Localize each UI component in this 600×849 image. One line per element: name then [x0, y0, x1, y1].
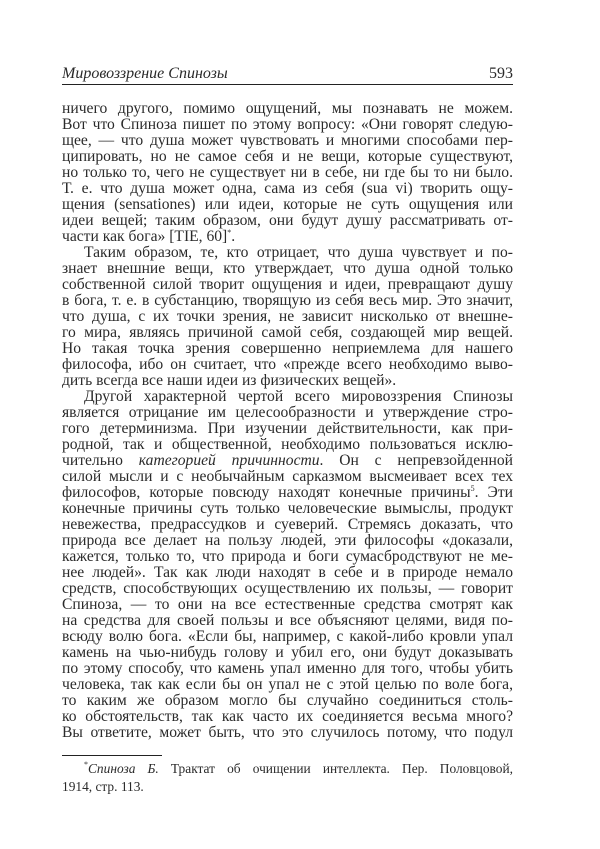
- text-line: [62, 101, 513, 117]
- text-line: [62, 469, 513, 485]
- text-span: человека, так как если бы он упал не с этой целью по воле бога,: [62, 676, 513, 693]
- text-line: [62, 709, 513, 725]
- text-span: камень на чью-нибудь голову и убил его, они будут доказывать: [62, 644, 513, 661]
- page-number: 593: [489, 65, 513, 82]
- text-line: [62, 133, 513, 149]
- text-line: [62, 453, 513, 469]
- footnote-line: [62, 778, 513, 796]
- text-line: [62, 485, 513, 501]
- text-span: .: [231, 228, 236, 245]
- text-span: части как бога» [TIE, 60]: [62, 228, 228, 245]
- text-line: [62, 341, 513, 357]
- text-span: Спиноза, — то они на все естественные средства смотрят как: [62, 596, 513, 613]
- italic-text: Спиноза Б.: [88, 761, 159, 776]
- text-span: чительно: [62, 452, 139, 469]
- running-title: Мировоззрение Спинозы: [62, 65, 228, 82]
- text-span: природа все делает на пользу людей, эти философы «доказали,: [62, 532, 513, 549]
- text-span: Вот что Спиноза пишет по этому вопросу: «Они говорят следую-: [62, 116, 513, 133]
- text-line: [62, 357, 513, 373]
- text-span: Другой характерной чертой всего мировоззрения Спинозы: [84, 388, 513, 405]
- text-span: ничего другого, помимо ощущений, мы познавать не можем.: [62, 100, 513, 117]
- text-span: нее людей». Так как люди находят в себе и в природе немало: [62, 564, 513, 581]
- text-span: в бога, т. е. в субстанцию, творящую из себя весь мир. Это значит,: [62, 292, 513, 309]
- text-span: философа, ибо он считает, что «прежде всего необходимо выво-: [62, 356, 513, 373]
- text-span: щения (sensationes) или идеи, которые не суть ощущения или: [62, 196, 513, 213]
- footnote: [62, 760, 513, 796]
- text-span: средств, способствующих осуществлению их пользы, — говорит: [62, 580, 513, 597]
- text-line: [62, 613, 513, 629]
- text-line: [62, 309, 513, 325]
- body-text: [62, 101, 513, 741]
- text-line: [62, 549, 513, 565]
- text-span: конечные причины суть только человеческие вымыслы, продукт: [62, 500, 513, 517]
- text-span: что душа, с их точки зрения, не зависит нисколько от внешне-: [62, 308, 513, 325]
- text-span: щее, — что душа может чувствовать и многими способами пер-: [62, 132, 513, 149]
- text-line: [62, 149, 513, 165]
- text-span: ко обстоятельств, так как часто их соединяется весьма много?: [62, 708, 513, 725]
- text-line: [62, 325, 513, 341]
- text-span: ципировать, но не самое себя и не вещи, которые существуют,: [62, 148, 513, 165]
- text-line: [62, 581, 513, 597]
- text-span: идеи вещей; таким образом, они будут душу рассматривать от-: [62, 212, 513, 229]
- text-line: [62, 245, 513, 261]
- text-line: [62, 117, 513, 133]
- italic-text: категорией причинности: [138, 452, 320, 469]
- text-span: невежества, предрассудков и суеверий. Стремясь доказать, что: [62, 516, 513, 533]
- text-span: философов, которые повсюду находят конечные причины: [62, 484, 471, 501]
- text-span: Т. е. что душа может одна, сама из себя (sua vi) творить ощу-: [62, 180, 513, 197]
- text-line: [62, 405, 513, 421]
- text-line: [62, 533, 513, 549]
- text-span: Но такая точка зрения совершенно неприемлема для нашего: [62, 340, 513, 357]
- text-span: дить всегда все наши идеи из физических вещей».: [62, 372, 397, 389]
- text-line: [62, 437, 513, 453]
- text-line: [62, 229, 513, 245]
- text-span: 1914, стр. 113.: [62, 779, 144, 794]
- text-line: [62, 277, 513, 293]
- text-span: Вы ответите, может быть, что это случилось потому, что подул: [62, 724, 513, 741]
- text-span: по этому способу, что камень упал именно для того, чтобы убить: [62, 660, 513, 677]
- text-line: [62, 421, 513, 437]
- text-span: гого детерминизма. При изучении действительности, как при-: [62, 420, 513, 437]
- text-line: [62, 261, 513, 277]
- text-line: [62, 661, 513, 677]
- text-line: [62, 629, 513, 645]
- text-span: является отрицание им целесообразности и утверждение стро-: [62, 404, 513, 421]
- text-line: [62, 293, 513, 309]
- text-line: [62, 181, 513, 197]
- text-line: [62, 597, 513, 613]
- text-line: [62, 501, 513, 517]
- footnote-divider: [62, 755, 162, 756]
- text-span: Трактат об очищении интеллекта. Пер. Половцовой,: [158, 761, 513, 776]
- text-span: Таким образом, те, кто отрицает, что душа чувствует и по-: [84, 244, 513, 261]
- text-span: собственной силой творит ощущения и идеи, превращают душу: [62, 276, 513, 293]
- text-span: то каким же образом могло бы случайно соединиться столь-: [62, 692, 513, 709]
- footnote-marker: *: [227, 228, 232, 237]
- footnote-line: [62, 760, 513, 778]
- footnote-marker: *: [84, 760, 88, 769]
- text-line: [62, 197, 513, 213]
- text-line: [62, 677, 513, 693]
- text-span: родной, так и общественной, необходимо пользоваться исклю-: [62, 436, 513, 453]
- text-line: [62, 517, 513, 533]
- text-span: знает внешние вещи, кто утверждает, что душа одной только: [62, 260, 513, 277]
- text-span: го мира, являясь причиной самой себя, создающей мир вещей.: [62, 324, 513, 341]
- footnote-marker: 5: [470, 484, 475, 493]
- text-line: [62, 693, 513, 709]
- text-span: но только то, чего не существует ни в себе, ни где бы то ни было.: [62, 164, 513, 181]
- text-span: . Он с непревзойденной: [319, 452, 513, 469]
- text-line: [62, 725, 513, 741]
- text-span: на средства для своей пользы и все объясняют целями, видя по-: [62, 612, 513, 629]
- text-span: кажется, только то, что природа и боги сумасбродствуют не ме-: [62, 548, 513, 565]
- text-span: силой мысли и с необычайным сарказмом высмеивает всех тех: [62, 468, 513, 485]
- text-span: . Эти: [474, 484, 513, 501]
- text-line: [62, 645, 513, 661]
- text-line: [62, 213, 513, 229]
- text-span: всюду волю бога. «Если бы, например, с какой-либо кровли упал: [62, 628, 513, 645]
- running-header: [62, 64, 513, 85]
- text-line: [62, 389, 513, 405]
- text-line: [62, 565, 513, 581]
- text-line: [62, 165, 513, 181]
- text-line: [62, 373, 513, 389]
